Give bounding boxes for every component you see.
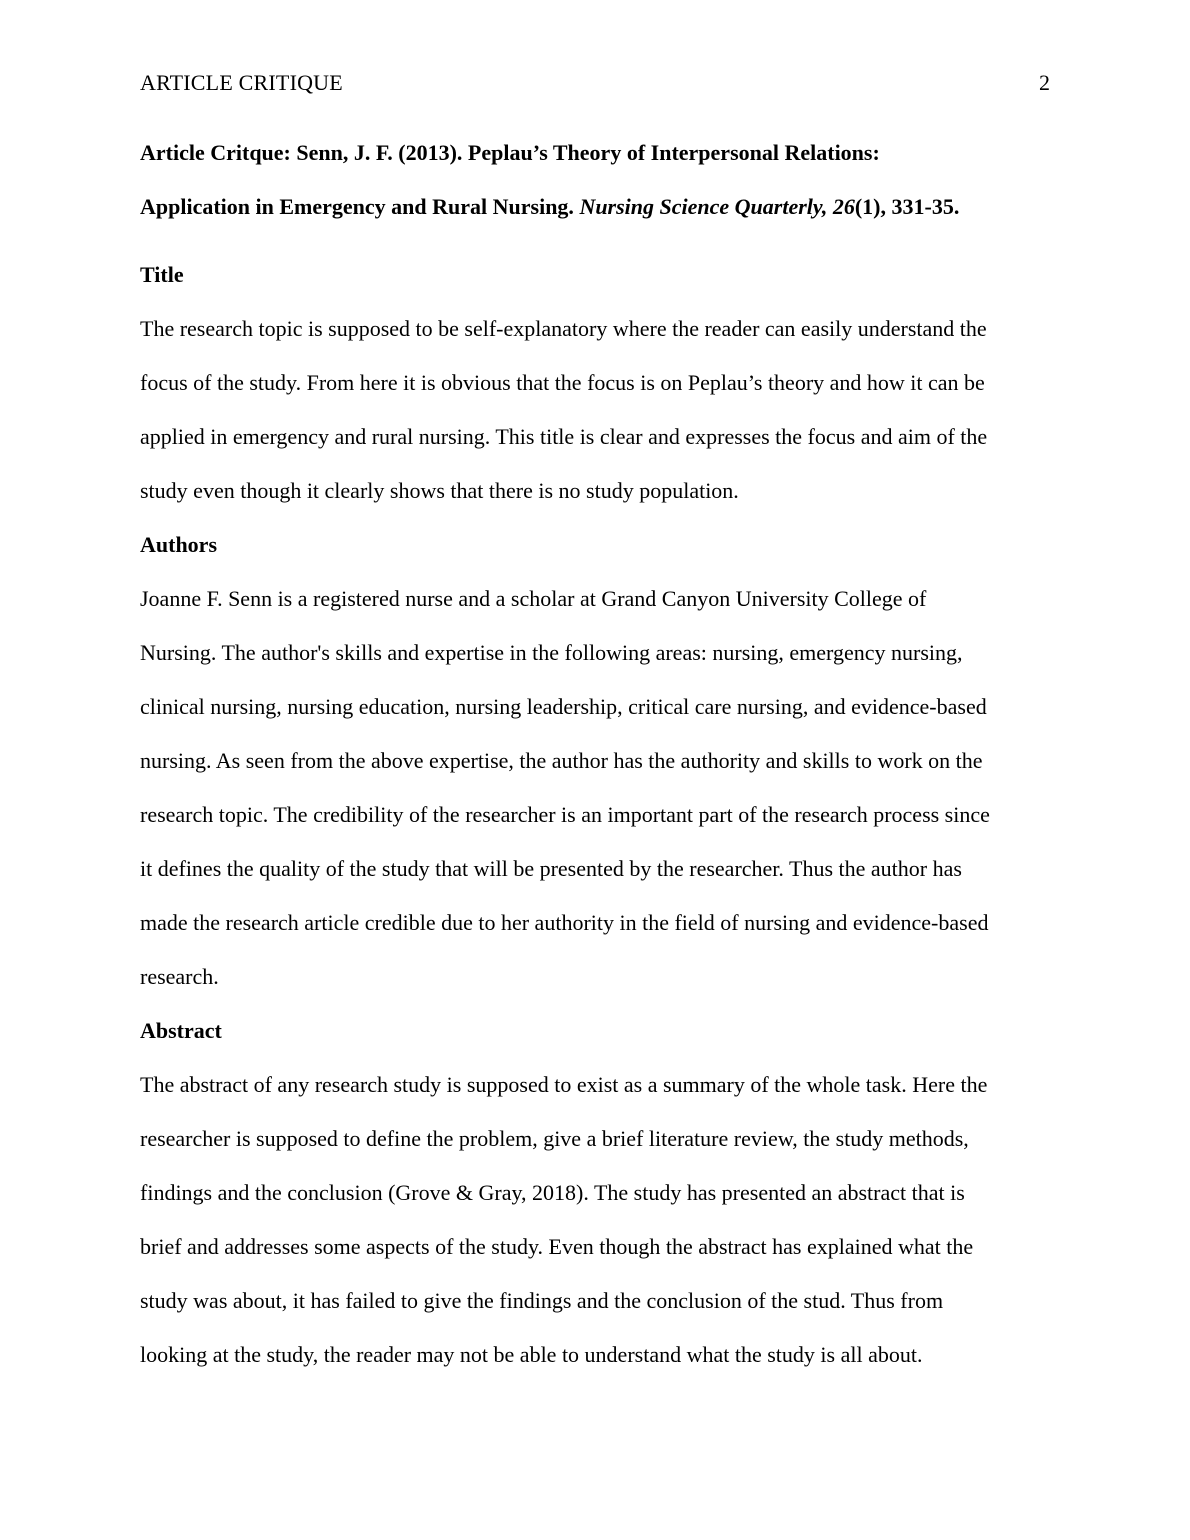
paragraph-line: it defines the quality of the study that will be presented by the researcher. Thus the author has: [140, 856, 962, 881]
section-paragraph-authors: [140, 572, 1055, 1004]
citation-title: [140, 126, 1055, 234]
paragraph-line: The research topic is supposed to be self-explanatory where the reader can easily understand the: [140, 316, 987, 341]
paragraph-line: findings and the conclusion (Grove & Gray, 2018). The study has presented an abstract that is: [140, 1180, 965, 1205]
paragraph-line: focus of the study. From here it is obvious that the focus is on Peplau’s theory and how it can be: [140, 370, 985, 395]
paragraph-line: nursing. As seen from the above expertise, the author has the authority and skills to work on the: [140, 748, 983, 773]
section-paragraph-title: [140, 302, 1055, 518]
paragraph-line: applied in emergency and rural nursing. This title is clear and expresses the focus and aim of the: [140, 424, 988, 449]
paragraph-line: looking at the study, the reader may not be able to understand what the study is all about.: [140, 1342, 923, 1367]
paragraph-line: Joanne F. Senn is a registered nurse and a scholar at Grand Canyon University College of: [140, 586, 927, 611]
paragraph-line: research.: [140, 964, 219, 989]
paragraph-line: made the research article credible due to her authority in the field of nursing and evidence-based: [140, 910, 989, 935]
section-heading-authors: Authors: [140, 532, 218, 557]
section-heading-title: Title: [140, 262, 184, 287]
journal-name: Nursing Science Quarterly, 26: [579, 194, 855, 219]
section-heading-abstract: Abstract: [140, 1018, 222, 1043]
running-head: ARTICLE CRITIQUE: [140, 70, 343, 95]
paragraph-line: Nursing. The author's skills and expertise in the following areas: nursing, emergency nursing,: [140, 640, 963, 665]
page-number: 2: [1039, 70, 1050, 95]
paragraph-line: study even though it clearly shows that there is no study population.: [140, 478, 739, 503]
citation-line-2-prefix: Application in Emergency and Rural Nursing.: [140, 194, 580, 219]
paragraph-line: brief and addresses some aspects of the study. Even though the abstract has explained what the: [140, 1234, 974, 1259]
citation-line-2: [140, 180, 1055, 234]
paragraph-line: clinical nursing, nursing education, nursing leadership, critical care nursing, and evidence-based: [140, 694, 987, 719]
paragraph-line: research topic. The credibility of the researcher is an important part of the research process since: [140, 802, 990, 827]
citation-line-1: Article Critque: Senn, J. F. (2013). Peplau’s Theory of Interpersonal Relations:: [140, 140, 880, 165]
citation-line-2-suffix: (1), 331-35.: [854, 194, 960, 219]
paragraph-line: researcher is supposed to define the problem, give a brief literature review, the study methods,: [140, 1126, 969, 1151]
paragraph-line: The abstract of any research study is supposed to exist as a summary of the whole task. Here the: [140, 1072, 988, 1097]
section-paragraph-abstract: [140, 1058, 1055, 1382]
paragraph-line: study was about, it has failed to give the findings and the conclusion of the stud. Thus from: [140, 1288, 944, 1313]
document-body: [140, 126, 1055, 1382]
